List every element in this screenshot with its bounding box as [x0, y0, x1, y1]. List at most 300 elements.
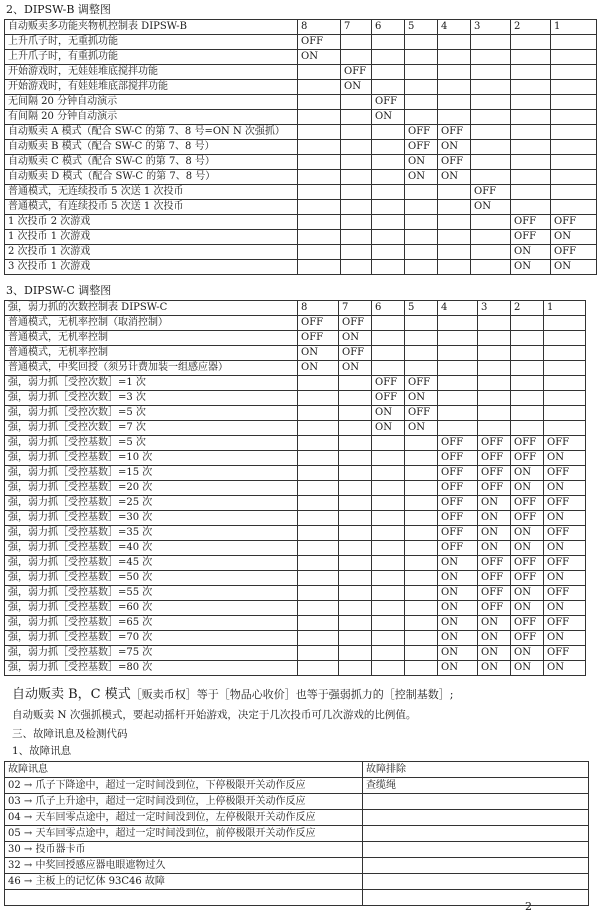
switch-cell [438, 361, 478, 376]
switch-cell: OFF [478, 481, 511, 496]
table-row [5, 541, 586, 556]
switch-cell [341, 170, 372, 185]
row-label-cell: 自动贩卖多功能夹物机控制表 DIPSW-B [5, 20, 298, 35]
switch-cell: ON [372, 110, 405, 125]
table-row [5, 50, 597, 65]
row-label-cell [5, 890, 363, 906]
switch-cell [471, 170, 511, 185]
switch-cell [372, 586, 405, 601]
switch-cell: OFF [544, 466, 586, 481]
switch-cell [298, 646, 339, 661]
switch-cell [438, 80, 471, 95]
switch-cell [511, 170, 551, 185]
switch-cell [298, 466, 339, 481]
table-row [5, 80, 597, 95]
table-row [5, 466, 586, 481]
table-header-row [5, 762, 589, 778]
switch-cell [405, 95, 438, 110]
switch-cell: ON [372, 406, 405, 421]
switch-cell [298, 215, 341, 230]
switch-cell: 故障排除 [363, 762, 589, 778]
row-label-cell: 强，弱力抓［受控基数］=25 次 [5, 496, 298, 511]
switch-cell: OFF [298, 35, 341, 50]
row-label-cell: 32 → 中奖回授感应器电眼遮物过久 [5, 858, 363, 874]
row-label-cell: 强，弱力抓［受控基数］=35 次 [5, 526, 298, 541]
switch-cell [471, 245, 511, 260]
switch-cell [438, 50, 471, 65]
switch-cell: ON [438, 586, 478, 601]
switch-cell [341, 215, 372, 230]
switch-cell [372, 170, 405, 185]
switch-cell [544, 346, 586, 361]
row-label-cell: 强，弱力抓［受控基数］=60 次 [5, 601, 298, 616]
switch-cell: OFF [405, 376, 438, 391]
switch-cell: ON [544, 631, 586, 646]
switch-cell: ON [438, 170, 471, 185]
row-label-cell: 强，弱力抓［受控基数］=40 次 [5, 541, 298, 556]
switch-cell: OFF [438, 481, 478, 496]
switch-cell [405, 65, 438, 80]
switch-cell: OFF [339, 346, 372, 361]
switch-cell [405, 481, 438, 496]
switch-cell [339, 466, 372, 481]
switch-cell [298, 541, 339, 556]
switch-cell [298, 496, 339, 511]
switch-cell: ON [511, 601, 544, 616]
switch-cell [438, 331, 478, 346]
switch-cell: ON [544, 511, 586, 526]
switch-cell [363, 858, 589, 874]
switch-cell [551, 95, 597, 110]
switch-cell [471, 50, 511, 65]
switch-cell [372, 316, 405, 331]
switch-cell [405, 245, 438, 260]
switch-cell [438, 391, 478, 406]
row-label-cell: 普通模式，有连续投币 5 次送 1 次投币 [5, 200, 298, 215]
switch-cell [372, 361, 405, 376]
switch-cell [298, 601, 339, 616]
switch-cell [298, 65, 341, 80]
switch-cell: OFF [511, 496, 544, 511]
switch-cell [478, 331, 511, 346]
switch-cell [298, 125, 341, 140]
switch-cell [405, 556, 438, 571]
table-row [5, 215, 597, 230]
switch-cell [372, 466, 405, 481]
switch-cell: 6 [372, 301, 405, 316]
switch-cell: 7 [341, 20, 372, 35]
switch-cell: 5 [405, 301, 438, 316]
switch-cell [405, 661, 438, 676]
switch-cell [551, 185, 597, 200]
switch-cell [471, 230, 511, 245]
switch-cell [511, 331, 544, 346]
switch-cell [298, 376, 339, 391]
switch-cell [372, 50, 405, 65]
switch-cell [471, 95, 511, 110]
switch-cell [405, 260, 438, 275]
switch-cell [363, 874, 589, 890]
switch-cell: ON [511, 481, 544, 496]
switch-cell [405, 511, 438, 526]
table-row [5, 496, 586, 511]
switch-cell [438, 230, 471, 245]
switch-cell: 8 [298, 301, 339, 316]
row-label-cell: 有间隔 20 分钟自动演示 [5, 110, 298, 125]
switch-cell [298, 110, 341, 125]
row-label-cell: 05 → 天车回零点途中，超过一定时间没到位，前停极限开关动作反应 [5, 826, 363, 842]
switch-cell [341, 245, 372, 260]
row-label-cell: 强，弱力抓［受控基数］=50 次 [5, 571, 298, 586]
switch-cell: ON [478, 496, 511, 511]
switch-cell [471, 35, 511, 50]
switch-cell [405, 451, 438, 466]
switch-cell: ON [298, 361, 339, 376]
row-label-cell: 30 → 投币器卡币 [5, 842, 363, 858]
switch-cell [339, 406, 372, 421]
switch-cell [372, 155, 405, 170]
switch-cell [372, 35, 405, 50]
row-label-cell: 强，弱力抓［受控基数］=20 次 [5, 481, 298, 496]
switch-cell [339, 601, 372, 616]
switch-cell [298, 185, 341, 200]
switch-cell [298, 80, 341, 95]
switch-cell [438, 95, 471, 110]
table-row [5, 155, 597, 170]
row-label-cell: 1 次投币 1 次游戏 [5, 230, 298, 245]
switch-cell [339, 616, 372, 631]
switch-cell [341, 125, 372, 140]
switch-cell: ON [544, 601, 586, 616]
row-label-cell: 强，弱力抓［受控基数］=15 次 [5, 466, 298, 481]
switch-cell: OFF [511, 571, 544, 586]
switch-cell [363, 794, 589, 810]
switch-cell: OFF [438, 436, 478, 451]
switch-cell [511, 125, 551, 140]
switch-cell [372, 556, 405, 571]
switch-cell: OFF [511, 436, 544, 451]
table-row [5, 526, 586, 541]
table-row [5, 376, 586, 391]
auto-sell-note-mode: 自动贩卖 B，C 模式 [12, 687, 131, 702]
switch-cell: ON [511, 661, 544, 676]
switch-cell [438, 35, 471, 50]
switch-cell [405, 50, 438, 65]
switch-cell [438, 316, 478, 331]
switch-cell: 4 [438, 301, 478, 316]
table-row [5, 95, 597, 110]
fault-section-title: 三、故障讯息及检测代码 [12, 728, 128, 740]
row-label-cell: 1 次投币 2 次游戏 [5, 215, 298, 230]
row-label-cell: 强，弱力抓的次数控制表 DIPSW-C [5, 301, 298, 316]
row-label-cell: 自动贩卖 C 模式（配合 SW-C 的第 7、8 号） [5, 155, 298, 170]
switch-cell [511, 110, 551, 125]
switch-cell [544, 331, 586, 346]
switch-cell [405, 316, 438, 331]
switch-cell [438, 421, 478, 436]
switch-cell [478, 316, 511, 331]
switch-cell [298, 511, 339, 526]
switch-cell [511, 200, 551, 215]
switch-cell: ON [405, 391, 438, 406]
switch-cell: ON [438, 140, 471, 155]
switch-cell [298, 661, 339, 676]
switch-cell [372, 571, 405, 586]
switch-cell: OFF [478, 466, 511, 481]
switch-cell: 7 [339, 301, 372, 316]
table-row [5, 890, 589, 906]
switch-cell [372, 215, 405, 230]
switch-cell [478, 406, 511, 421]
table-row [5, 874, 589, 890]
auto-sell-note-detail: ［贩卖币权］等于［物品心收价］也等于强弱抓力的［控制基数］; [130, 688, 454, 701]
switch-cell [298, 631, 339, 646]
switch-cell [438, 185, 471, 200]
switch-cell [405, 601, 438, 616]
switch-cell: OFF [511, 230, 551, 245]
table-row [5, 230, 597, 245]
switch-cell: OFF [298, 316, 339, 331]
switch-cell [339, 631, 372, 646]
table-row [5, 601, 586, 616]
switch-cell [372, 346, 405, 361]
switch-cell [471, 140, 511, 155]
table-row [5, 451, 586, 466]
switch-cell [551, 80, 597, 95]
switch-cell: 2 [511, 301, 544, 316]
auto-sell-note [12, 687, 453, 703]
switch-cell [339, 496, 372, 511]
switch-cell: OFF [511, 631, 544, 646]
switch-cell: OFF [438, 155, 471, 170]
switch-cell [339, 421, 372, 436]
switch-cell [372, 200, 405, 215]
switch-cell: OFF [478, 601, 511, 616]
switch-cell: OFF [405, 406, 438, 421]
switch-cell: 3 [471, 20, 511, 35]
switch-cell: 1 [544, 301, 586, 316]
switch-cell: OFF [478, 436, 511, 451]
switch-cell [438, 215, 471, 230]
switch-cell [438, 376, 478, 391]
n-times-note: 自动贩卖 N 次强抓模式，要起动摇杆开始游戏，决定于几次投币可几次游戏的比例值。 [12, 709, 417, 721]
switch-cell: 8 [298, 20, 341, 35]
switch-cell [405, 436, 438, 451]
switch-cell: OFF [544, 526, 586, 541]
switch-cell [405, 466, 438, 481]
switch-cell [372, 661, 405, 676]
switch-cell: ON [511, 541, 544, 556]
switch-cell [405, 571, 438, 586]
switch-cell: OFF [438, 526, 478, 541]
switch-cell: OFF [511, 556, 544, 571]
row-label-cell: 46 → 主板上的记忆体 93C46 故障 [5, 874, 363, 890]
row-label-cell: 强，弱力抓［受控基数］=5 次 [5, 436, 298, 451]
switch-cell: OFF [405, 140, 438, 155]
switch-cell [405, 35, 438, 50]
switch-cell [298, 391, 339, 406]
table-row [5, 346, 586, 361]
row-label-cell: 自动贩卖 A 模式（配合 SW-C 的第 7、8 号=ON N 次强抓） [5, 125, 298, 140]
table-row [5, 826, 589, 842]
switch-cell [372, 230, 405, 245]
switch-cell [341, 185, 372, 200]
table-row [5, 35, 597, 50]
switch-cell [471, 155, 511, 170]
row-label-cell: 普通模式，无机率控制（取消控制） [5, 316, 298, 331]
row-label-cell: 故障讯息 [5, 762, 363, 778]
switch-cell: ON [511, 260, 551, 275]
switch-cell [298, 451, 339, 466]
switch-cell: OFF [405, 125, 438, 140]
table-row [5, 778, 589, 794]
row-label-cell: 上升爪子时，有重抓功能 [5, 50, 298, 65]
switch-cell: ON [478, 526, 511, 541]
switch-cell [339, 541, 372, 556]
switch-cell [405, 110, 438, 125]
switch-cell [298, 421, 339, 436]
switch-cell: ON [511, 245, 551, 260]
switch-cell [339, 571, 372, 586]
switch-cell: 查缆绳 [363, 778, 589, 794]
switch-cell [372, 526, 405, 541]
table-row [5, 631, 586, 646]
table-row [5, 185, 597, 200]
switch-cell: ON [339, 361, 372, 376]
row-label-cell: 强，弱力抓［受控基数］=45 次 [5, 556, 298, 571]
switch-cell [339, 661, 372, 676]
switch-cell [405, 185, 438, 200]
switch-cell [372, 601, 405, 616]
switch-cell: OFF [551, 245, 597, 260]
switch-cell [339, 451, 372, 466]
switch-cell [511, 346, 544, 361]
switch-cell [511, 95, 551, 110]
switch-cell [551, 155, 597, 170]
switch-cell [511, 361, 544, 376]
switch-cell: ON [511, 646, 544, 661]
switch-cell: ON [405, 421, 438, 436]
table-row [5, 858, 589, 874]
switch-cell [339, 646, 372, 661]
row-label-cell: 上升爪子时，无重抓功能 [5, 35, 298, 50]
switch-cell [341, 200, 372, 215]
switch-cell [341, 95, 372, 110]
table-row [5, 481, 586, 496]
row-label-cell: 强，弱力抓［受控次数］=7 次 [5, 421, 298, 436]
switch-cell: OFF [511, 616, 544, 631]
table-row [5, 661, 586, 676]
section-b-heading: 2、DIPSW-B 调整图 [6, 3, 111, 16]
switch-cell: ON [478, 541, 511, 556]
switch-cell [298, 586, 339, 601]
switch-cell [339, 556, 372, 571]
switch-cell: OFF [478, 586, 511, 601]
switch-cell [511, 50, 551, 65]
switch-cell: ON [478, 511, 511, 526]
switch-cell: ON [438, 661, 478, 676]
row-label-cell: 强，弱力抓［受控次数］=3 次 [5, 391, 298, 406]
switch-cell: OFF [511, 511, 544, 526]
table-row [5, 436, 586, 451]
table-row [5, 125, 597, 140]
switch-cell [298, 200, 341, 215]
switch-cell: 5 [405, 20, 438, 35]
switch-cell [511, 35, 551, 50]
table-row [5, 421, 586, 436]
switch-cell: OFF [471, 185, 511, 200]
switch-cell [405, 215, 438, 230]
switch-cell [471, 125, 511, 140]
switch-cell [298, 436, 339, 451]
table-row [5, 616, 586, 631]
switch-cell [372, 260, 405, 275]
switch-cell: ON [438, 556, 478, 571]
switch-cell [298, 556, 339, 571]
row-label-cell: 强，弱力抓［受控基数］=75 次 [5, 646, 298, 661]
switch-cell [511, 406, 544, 421]
row-label-cell: 普通模式，中奖回授（须另计费加装一组感应器） [5, 361, 298, 376]
switch-cell [544, 376, 586, 391]
row-label-cell: 强，弱力抓［受控次数］=5 次 [5, 406, 298, 421]
table-row [5, 361, 586, 376]
switch-cell [471, 65, 511, 80]
switch-cell [438, 200, 471, 215]
switch-cell [372, 541, 405, 556]
table-row [5, 556, 586, 571]
table-header-row [5, 20, 597, 35]
switch-cell [551, 200, 597, 215]
page-number: 2 [525, 900, 532, 913]
switch-cell [471, 215, 511, 230]
switch-cell [298, 170, 341, 185]
switch-cell [405, 616, 438, 631]
switch-cell [372, 511, 405, 526]
switch-cell [298, 526, 339, 541]
section-c-heading: 3、DIPSW-C 调整图 [6, 284, 112, 297]
switch-cell [372, 65, 405, 80]
switch-cell [438, 346, 478, 361]
table-row [5, 110, 597, 125]
table-row [5, 140, 597, 155]
table-row [5, 511, 586, 526]
switch-cell: OFF [544, 556, 586, 571]
switch-cell [363, 890, 589, 906]
row-label-cell: 自动贩卖 D 模式（配合 SW-C 的第 7、8 号） [5, 170, 298, 185]
switch-cell: ON [551, 260, 597, 275]
switch-cell [298, 245, 341, 260]
row-label-cell: 开始游戏时，有娃娃堆底部搅拌功能 [5, 80, 298, 95]
row-label-cell: 3 次投币 1 次游戏 [5, 260, 298, 275]
switch-cell: ON [471, 200, 511, 215]
switch-cell: OFF [438, 451, 478, 466]
switch-cell [372, 646, 405, 661]
switch-cell [372, 436, 405, 451]
switch-cell: OFF [511, 215, 551, 230]
switch-cell: 3 [478, 301, 511, 316]
switch-cell [478, 391, 511, 406]
dipsw-b-table [4, 19, 597, 275]
switch-cell [341, 155, 372, 170]
switch-cell [405, 586, 438, 601]
switch-cell [405, 646, 438, 661]
table-row [5, 245, 597, 260]
switch-cell [551, 125, 597, 140]
switch-cell [478, 361, 511, 376]
switch-cell [363, 842, 589, 858]
switch-cell [339, 436, 372, 451]
row-label-cell: 强，弱力抓［受控基数］=80 次 [5, 661, 298, 676]
